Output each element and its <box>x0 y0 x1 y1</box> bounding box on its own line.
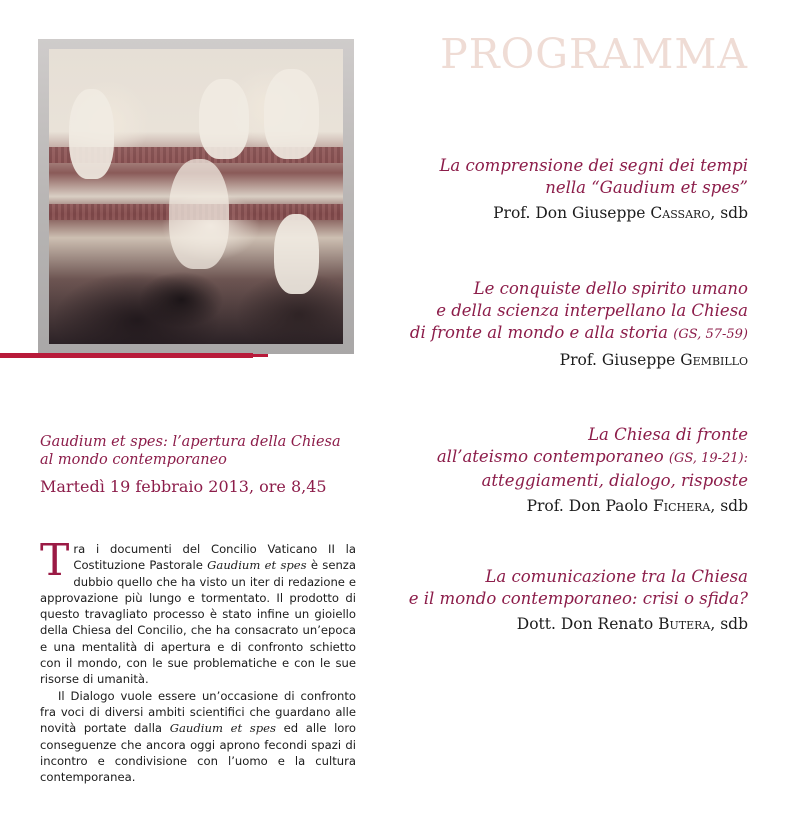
talk-title <box>328 155 748 199</box>
photo-frame <box>38 39 354 354</box>
speaker-surname: Fichera <box>652 497 711 515</box>
talk-title-line: di fronte al mondo e alla storia <box>409 323 674 342</box>
talk-title-line: e della scienza interpellano la Chiesa <box>436 301 748 320</box>
speaker-suffix: , sdb <box>710 204 748 222</box>
talk-title <box>328 278 748 346</box>
speaker-suffix: , sdb <box>710 497 748 515</box>
talk-reference: (GS, 57-59) <box>673 327 748 342</box>
text-run: ra i documenti del Concilio Vaticano II la Costituzione Pastorale <box>73 542 356 573</box>
speaker <box>328 497 748 515</box>
program-item <box>288 566 748 633</box>
text-run: ed alle loro conseguenze che ancora oggi aprono fecondi spazi di incontro e condivisione con l’uomo e la cultura contemporanea. <box>40 721 357 785</box>
speaker <box>328 204 748 222</box>
program-item <box>328 278 748 369</box>
event-date: Martedì 19 febbraio 2013, ore 8,45 <box>40 477 327 496</box>
speaker-prefix: Prof. Giuseppe <box>559 351 681 369</box>
speaker <box>328 351 748 369</box>
talk-title-line: La Chiesa di fronte <box>588 425 748 444</box>
speaker <box>288 615 748 633</box>
intro-paragraph <box>40 688 356 786</box>
talk-title-line: La comunicazione tra la Chiesa <box>485 567 748 586</box>
speaker-surname: Cassaro <box>650 204 711 222</box>
event-info <box>40 433 380 496</box>
talk-title-line: all’ateismo contemporaneo <box>436 447 669 466</box>
talk-title <box>288 566 748 610</box>
drop-cap: T <box>40 535 70 586</box>
photo-figure <box>169 159 229 269</box>
program-item <box>328 424 748 515</box>
speaker-prefix: Prof. Don Giuseppe <box>493 204 651 222</box>
talk-title-line: e il mondo contemporaneo: crisi o sfida? <box>408 589 748 608</box>
text-emphasis: Gaudium et spes <box>207 558 307 573</box>
event-subtitle-line: al mondo contemporaneo <box>40 452 227 468</box>
text-emphasis: Gaudium et spes <box>169 721 276 736</box>
speaker-prefix: Dott. Don Renato <box>516 615 659 633</box>
photo-figure <box>274 214 319 294</box>
talk-title-line: atteggiamenti, dialogo, risposte <box>481 471 748 490</box>
speaker-surname: Gembillo <box>680 351 748 369</box>
talk-title-line: nella “Gaudium et spes” <box>545 178 748 197</box>
event-subtitle <box>40 433 380 469</box>
talk-reference: (GS, 19-21): <box>668 451 748 466</box>
event-subtitle-line: Gaudium et spes: l’apertura della Chiesa <box>40 434 341 450</box>
talk-title-line: La comprensione dei segni dei tempi <box>439 156 748 175</box>
photo-figure <box>69 89 114 179</box>
text-run: Il Dialogo vuole essere un’occasione di confronto fra voci di diversi ambiti scientifici che guardano alle novità portate dalla <box>40 688 356 736</box>
photo-figure <box>264 69 319 159</box>
talk-title <box>328 424 748 492</box>
speaker-prefix: Prof. Don Paolo <box>526 497 653 515</box>
council-photo <box>49 49 343 344</box>
text-run: è senza dubbio quello che ha visto un iter di redazione e approvazione più lungo e tormentato. Il prodotto di questo travagliato processo è stato infine un gioiello della Chiesa del Concilio, che ha consacrato un’epoca e una mentalità di apertura e di confronto schietto con il mondo, con le sue problematiche e con le sue risorse di umanità. <box>40 558 357 687</box>
page-title: PROGRAMMA <box>440 30 748 78</box>
speaker-surname: Butera <box>658 615 711 633</box>
intro-paragraph <box>40 535 357 688</box>
red-rule-tail <box>253 354 268 357</box>
red-rule <box>0 353 253 358</box>
speaker-suffix: , sdb <box>710 615 748 633</box>
intro-text <box>40 535 357 785</box>
photo-figure <box>199 79 249 159</box>
program-item <box>328 155 748 222</box>
talk-title-line: Le conquiste dello spirito umano <box>473 279 748 298</box>
